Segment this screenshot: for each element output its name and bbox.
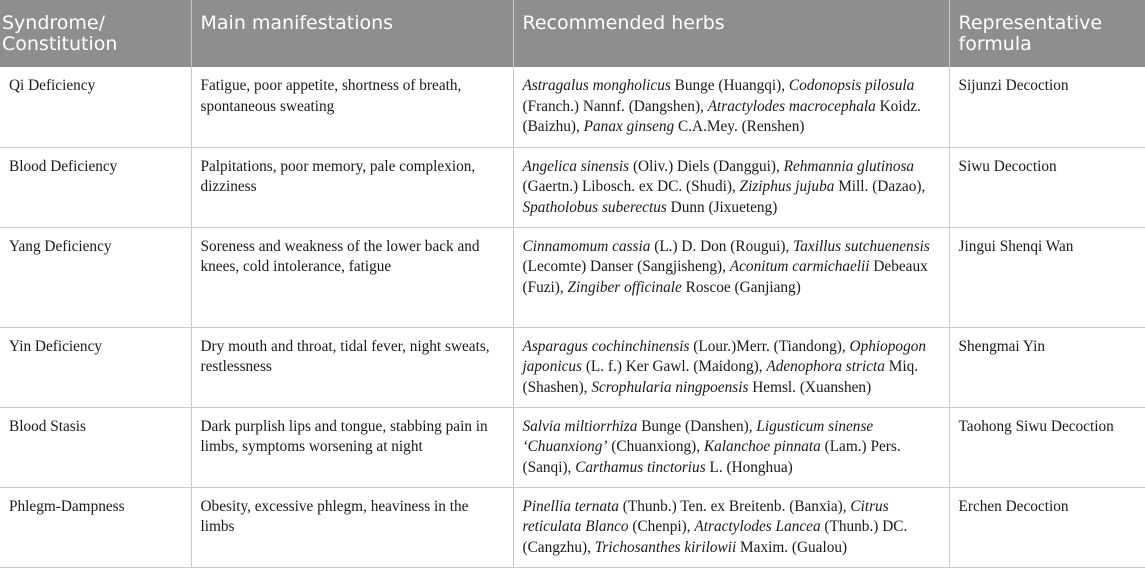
herb-name: Aconitum carmichaelii	[729, 258, 870, 275]
table-body	[0, 67, 1145, 567]
syndrome-cell: Qi Deficiency	[0, 67, 191, 147]
herb-detail: (Lam.) Pers. (Sanqi),	[522, 438, 901, 476]
syndrome-cell: Phlegm-Dampness	[0, 487, 191, 567]
table-header	[0, 0, 1145, 67]
manifestations-cell: Dark purplish lips and tongue, stabbing pain in limbs, symptoms worsening at night	[191, 407, 513, 487]
herb-name: Panax ginseng	[583, 118, 675, 135]
table-row	[0, 327, 1145, 407]
herb-name: Asparagus cochinchinensis	[522, 337, 690, 355]
herb-detail: Maxim. (Gualou)	[736, 538, 848, 556]
header-herbs: Recommended herbs	[513, 0, 949, 67]
herb-name: Ziziphus jujuba	[739, 178, 835, 195]
herb-detail: (L. f.) Ker Gawl. (Maidong),	[582, 358, 767, 375]
herb-name: Rehmannia glutinosa	[783, 157, 915, 175]
syndrome-cell: Yin Deficiency	[0, 327, 191, 407]
herb-detail: (Franch.) Nannf. (Dangshen),	[522, 97, 708, 115]
table-row	[0, 407, 1145, 487]
herb-name: Atractylodes Lancea	[694, 518, 821, 535]
herb-name: Astragalus mongholicus	[522, 77, 671, 94]
herb-detail: (Lecomte) Danser (Sangjisheng),	[522, 258, 730, 275]
herb-detail: Debeaux (Fuzi),	[522, 258, 928, 296]
manifestations-cell: Fatigue, poor appetite, shortness of breath, spontaneous sweating	[191, 67, 513, 147]
herb-name: Ligusticum sinense ‘Chuanxiong’	[522, 417, 874, 455]
herb-detail: Bunge (Huangqi),	[670, 77, 789, 94]
herb-name: Taxillus sutchuenensis	[793, 237, 930, 255]
table-row	[0, 147, 1145, 227]
herb-detail: Dunn (Jixueteng)	[666, 198, 778, 216]
herbs-cell	[513, 227, 949, 327]
manifestations-cell: Soreness and weakness of the lower back and knees, cold intolerance, fatigue	[191, 227, 513, 327]
herbs-cell	[513, 147, 949, 227]
formula-cell: Erchen Decoction	[949, 487, 1145, 567]
herb-detail: (Thunb.) DC. (Cangzhu),	[522, 518, 908, 556]
syndrome-cell: Blood Stasis	[0, 407, 191, 487]
herb-name: Trichosanthes kirilowii	[594, 538, 737, 556]
formula-cell: Jingui Shenqi Wan	[949, 227, 1145, 327]
herb-detail: Hemsl. (Xuanshen)	[748, 378, 872, 396]
herb-name: Scrophularia ningpoensis	[591, 378, 749, 396]
herb-name: Ophiopogon japonicus	[522, 337, 927, 375]
herb-detail: (L.) D. Don (Rougui),	[650, 237, 794, 255]
manifestations-cell: Obesity, excessive phlegm, heaviness in the limbs	[191, 487, 513, 567]
herbs-cell	[513, 67, 949, 147]
herb-detail: Bunge (Danshen),	[637, 417, 757, 435]
herb-name: Angelica sinensis	[522, 157, 630, 175]
header-syndrome: Syndrome/ Constitution	[0, 0, 191, 67]
formula-cell: Siwu Decoction	[949, 147, 1145, 227]
herb-name: Kalanchoe pinnata	[703, 438, 821, 455]
herb-detail: Miq. (Shashen),	[522, 358, 919, 396]
header-formula: Representative formula	[949, 0, 1145, 67]
herb-detail: (Chenpi),	[628, 518, 695, 535]
herb-name: Pinellia ternata	[522, 497, 619, 515]
herb-detail: Mill. (Dazao),	[834, 178, 926, 195]
formula-cell: Sijunzi Decoction	[949, 67, 1145, 147]
herb-name: Codonopsis pilosula	[788, 77, 915, 94]
syndrome-cell: Yang Deficiency	[0, 227, 191, 327]
herb-detail: (Oliv.) Diels (Danggui),	[629, 157, 784, 175]
herb-name: Zingiber officinale	[567, 278, 682, 296]
herb-detail: (Chuanxiong),	[607, 438, 704, 455]
herb-detail: (Gaertn.) Libosch. ex DC. (Shudi),	[522, 178, 740, 195]
header-manifestations: Main manifestations	[191, 0, 513, 67]
herb-name: Citrus reticulata Blanco	[522, 497, 889, 535]
herb-detail: (Lour.)Merr. (Tiandong),	[689, 337, 850, 355]
herb-detail: (Thunb.) Ten. ex Breitenb. (Banxia),	[618, 497, 851, 515]
header-row	[0, 0, 1145, 67]
herb-detail: Koidz. (Baizhu),	[522, 97, 921, 135]
table-row	[0, 487, 1145, 567]
herb-name: Spatholobus suberectus	[522, 198, 667, 216]
herb-name: Atractylodes macrocephala	[707, 97, 876, 115]
herbs-cell	[513, 407, 949, 487]
formula-cell: Shengmai Yin	[949, 327, 1145, 407]
manifestations-cell: Dry mouth and throat, tidal fever, night sweats, restlessness	[191, 327, 513, 407]
herb-name: Cinnamomum cassia	[522, 237, 651, 255]
herb-name: Salvia miltiorrhiza	[522, 417, 638, 435]
herbs-cell	[513, 487, 949, 567]
herb-detail: L. (Honghua)	[705, 458, 793, 476]
herb-name: Carthamus tinctorius	[575, 458, 706, 476]
herb-name: Adenophora stricta	[766, 358, 885, 375]
manifestations-cell: Palpitations, poor memory, pale complexion, dizziness	[191, 147, 513, 227]
table-row	[0, 67, 1145, 147]
herbs-cell	[513, 327, 949, 407]
syndrome-cell: Blood Deficiency	[0, 147, 191, 227]
formula-cell: Taohong Siwu Decoction	[949, 407, 1145, 487]
table-row	[0, 227, 1145, 327]
herb-detail: C.A.Mey. (Renshen)	[674, 118, 805, 135]
herb-detail: Roscoe (Ganjiang)	[681, 278, 801, 296]
